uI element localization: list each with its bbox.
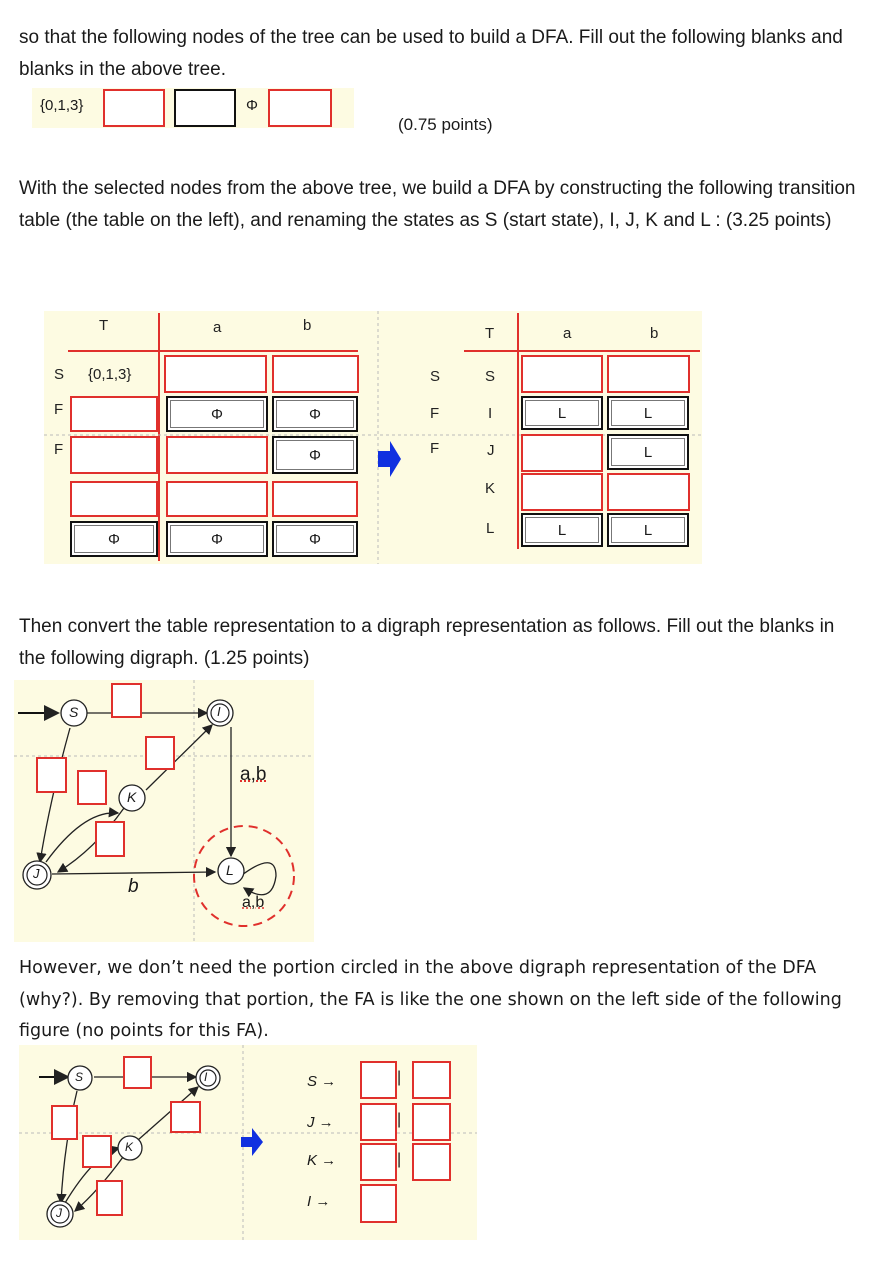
- phi-label: Φ: [276, 525, 354, 553]
- right-cell-s-a[interactable]: [521, 355, 603, 393]
- final-node-i: I: [204, 1070, 208, 1084]
- node-blank-3[interactable]: [268, 89, 332, 127]
- right-cell-k-b[interactable]: [607, 473, 690, 511]
- l-label: L: [525, 517, 599, 543]
- left-header-b: b: [303, 317, 312, 334]
- phi-label: Φ: [276, 440, 354, 470]
- arrow-right-icon: [378, 441, 401, 477]
- node-s: S: [69, 704, 79, 720]
- right-cell-l-a: [521, 513, 603, 547]
- row-label-k: K →: [307, 1152, 337, 1169]
- digraph-blank-s-i[interactable]: [111, 683, 142, 718]
- final-table-i-1[interactable]: [360, 1184, 397, 1223]
- right-cell-s-b[interactable]: [607, 355, 690, 393]
- left-marker-f2: F: [54, 441, 64, 458]
- right-header-t: T: [485, 325, 495, 342]
- edge-label-l-loop: a,b: [242, 894, 265, 911]
- intro-paragraph: so that the following nodes of the tree can be used to build a DFA. Fill out the following blanks and blanks in the above tree.: [19, 27, 843, 80]
- left-cell-r5-a: [166, 521, 268, 557]
- final-blank-k-i[interactable]: [170, 1101, 201, 1133]
- final-table-j-1[interactable]: [360, 1103, 397, 1141]
- right-state-l: L: [486, 520, 495, 537]
- final-table-k-2[interactable]: [412, 1143, 451, 1181]
- right-header-b: b: [650, 325, 659, 342]
- digraph-blank-k-i[interactable]: [145, 736, 175, 770]
- final-blank-j-k[interactable]: [82, 1135, 112, 1168]
- l-label: L: [611, 517, 685, 543]
- node-blanks-panel: [32, 88, 354, 128]
- explanation-paragraph: However, we don’t need the portion circled in the above digraph representation of the DFA (why?). By removing that portion, the FA is like the one shown on the left side of the following figure (no points for this FA).: [19, 958, 842, 1041]
- l-label: L: [611, 438, 685, 466]
- left-cell-r4-b[interactable]: [272, 481, 358, 517]
- first-state: {0,1,3}: [88, 366, 132, 383]
- final-blank-s-i[interactable]: [123, 1056, 152, 1089]
- l-label: L: [611, 400, 685, 426]
- right-state-k: K: [485, 480, 496, 497]
- final-table-j-2[interactable]: [412, 1103, 451, 1141]
- digraph-blank-k-j[interactable]: [95, 821, 125, 857]
- left-cell-r2-b: [272, 396, 358, 432]
- row-label-j: J →: [307, 1114, 334, 1131]
- edge-label-i-l: a,b: [240, 764, 267, 785]
- final-blank-s-j[interactable]: [51, 1105, 78, 1140]
- digraph-blank-j-k[interactable]: [77, 770, 107, 805]
- left-header-t: T: [99, 317, 109, 334]
- right-cell-j-b: [607, 434, 689, 470]
- phi-label: Φ: [170, 525, 264, 553]
- final-fa-panel: [19, 1045, 477, 1240]
- final-table-k-1[interactable]: [360, 1143, 397, 1181]
- right-cell-k-a[interactable]: [521, 473, 603, 511]
- node-i: I: [217, 704, 221, 719]
- right-cell-l-b: [607, 513, 689, 547]
- left-cell-r1-a[interactable]: [164, 355, 267, 393]
- digraph-blank-s-j[interactable]: [36, 757, 67, 793]
- digraph-edges: [14, 680, 314, 942]
- phi-label: Φ: [74, 525, 154, 553]
- first-node-label: {0,1,3}: [40, 97, 84, 114]
- final-node-j: J: [56, 1206, 62, 1220]
- left-cell-r4-t[interactable]: [70, 481, 158, 517]
- final-table-s-2[interactable]: [412, 1061, 451, 1099]
- left-cell-r3-t[interactable]: [70, 436, 158, 474]
- left-cell-r3-a[interactable]: [166, 436, 268, 474]
- node-blank-2[interactable]: [174, 89, 236, 127]
- right-state-i: I: [488, 405, 493, 422]
- final-blank-k-j[interactable]: [96, 1180, 123, 1216]
- right-marker-f1: F: [430, 405, 440, 422]
- node-blank-1[interactable]: [103, 89, 165, 127]
- separator: |: [397, 1111, 402, 1128]
- final-node-k: K: [125, 1140, 134, 1154]
- left-cell-r5-t: [70, 521, 158, 557]
- right-state-s: S: [485, 368, 496, 385]
- left-marker-f1: F: [54, 401, 64, 418]
- phi-label: Φ: [276, 400, 354, 428]
- left-cell-r4-a[interactable]: [166, 481, 268, 517]
- phi-label: Φ: [246, 97, 258, 114]
- points-label: (0.75 points): [398, 115, 493, 134]
- digraph-instructions: Then convert the table representation to a digraph representation as follows. Fill out the blanks in the following digraph. (1.25 points): [19, 616, 835, 669]
- right-cell-i-a: [521, 396, 603, 430]
- right-state-j: J: [487, 442, 495, 459]
- edge-label-j-l: b: [128, 876, 139, 897]
- node-k: K: [127, 789, 137, 805]
- left-cell-r5-b: [272, 521, 358, 557]
- right-marker-f2: F: [430, 440, 440, 457]
- right-header-a: a: [563, 325, 572, 342]
- left-cell-r2-t[interactable]: [70, 396, 158, 432]
- left-cell-r2-a: [166, 396, 268, 432]
- row-label-i: I →: [307, 1193, 331, 1210]
- separator: |: [397, 1151, 402, 1168]
- final-node-s: S: [75, 1070, 84, 1084]
- node-j: J: [33, 866, 40, 881]
- left-cell-r1-b[interactable]: [272, 355, 359, 393]
- transition-table-panel: [44, 311, 702, 564]
- separator: |: [397, 1069, 402, 1086]
- arrow-right-icon: [241, 1128, 263, 1156]
- final-table-s-1[interactable]: [360, 1061, 397, 1099]
- left-header-a: a: [213, 319, 222, 336]
- digraph-panel: [14, 680, 314, 942]
- right-marker-s: S: [430, 368, 441, 385]
- right-cell-i-b: [607, 396, 689, 430]
- left-cell-r3-b: [272, 436, 358, 474]
- row-label-s: S →: [307, 1073, 337, 1090]
- right-cell-j-a[interactable]: [521, 434, 603, 472]
- left-marker-s: S: [54, 366, 65, 383]
- node-l: L: [226, 862, 234, 878]
- l-label: L: [525, 400, 599, 426]
- table-instructions: With the selected nodes from the above tree, we build a DFA by constructing the following transition table (the table on the left), and renaming the states as S (start state), I, J, K and L : (3.25 points): [19, 178, 856, 231]
- phi-label: Φ: [170, 400, 264, 428]
